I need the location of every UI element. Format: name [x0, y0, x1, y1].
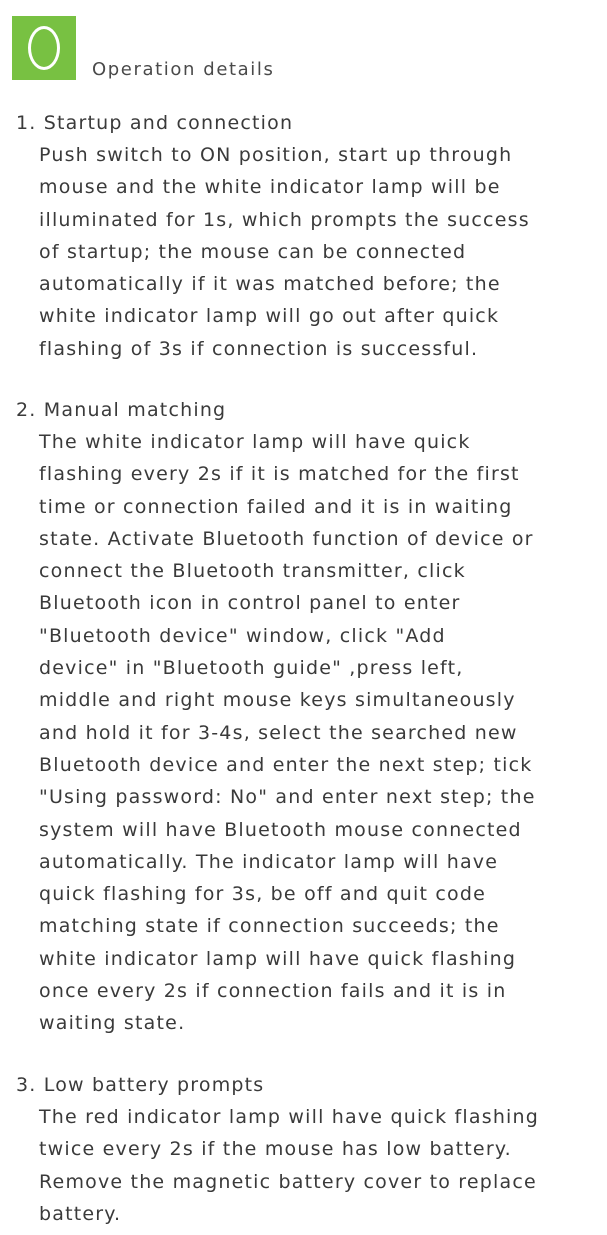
body-line: waiting state.: [39, 1012, 186, 1035]
body-line: Bluetooth device and enter the next step; tick: [39, 753, 533, 776]
section-badge: [12, 16, 76, 80]
section-body: [16, 139, 596, 365]
body-line: of startup; the mouse can be connected: [39, 240, 467, 263]
body-line: The red indicator lamp will have quick flashing: [39, 1106, 540, 1128]
section-heading: 3. Low battery prompts: [16, 1074, 265, 1096]
section-manual-matching: [16, 394, 596, 1040]
body-line: white indicator lamp will go out after quick: [39, 305, 500, 328]
section-heading: 1. Startup and connection: [16, 112, 294, 134]
body-line: mouse and the white indicator lamp will be: [39, 176, 501, 199]
body-line: connect the Bluetooth transmitter, click: [39, 560, 466, 583]
body-line: flashing of 3s if connection is successful.: [39, 337, 479, 360]
body-line: "Using password: No" and enter next step; the: [39, 786, 536, 809]
body-line: quick flashing for 3s, be off and quit code: [39, 883, 486, 906]
page-header: [12, 16, 274, 80]
body-line: device" in "Bluetooth guide" ,press left,: [39, 657, 464, 680]
body-line: Bluetooth icon in control panel to enter: [39, 592, 461, 615]
section-startup-connection: [16, 107, 596, 365]
body-line: automatically. The indicator lamp will have: [39, 850, 499, 873]
section-body: [16, 1101, 596, 1230]
body-line: once every 2s if connection fails and it is in: [39, 980, 507, 1003]
body-line: The white indicator lamp will have quick: [39, 431, 471, 453]
body-line: illuminated for 1s, which prompts the success: [39, 208, 530, 231]
page-title: Operation details: [92, 59, 275, 80]
section-heading: 2. Manual matching: [16, 399, 227, 421]
body-line: battery.: [39, 1202, 122, 1225]
body-line: twice every 2s if the mouse has low battery.: [39, 1138, 512, 1161]
body-line: middle and right mouse keys simultaneously: [39, 689, 516, 712]
section-low-battery: [16, 1069, 596, 1230]
body-line: flashing every 2s if it is matched for the first: [39, 463, 520, 486]
body-line: time or connection failed and it is in waiting: [39, 495, 513, 518]
body-line: matching state if connection succeeds; the: [39, 915, 500, 938]
body-line: Remove the magnetic battery cover to replace: [39, 1170, 537, 1193]
body-line: Push switch to ON position, start up through: [39, 144, 513, 166]
section-body: [16, 426, 596, 1040]
body-line: state. Activate Bluetooth function of device or: [39, 527, 534, 550]
letter-o-icon: [28, 26, 60, 70]
body-line: white indicator lamp will have quick flashing: [39, 947, 517, 970]
body-line: and hold it for 3-4s, select the searched new: [39, 721, 518, 744]
body-line: system will have Bluetooth mouse connected: [39, 818, 522, 841]
body-line: "Bluetooth device" window, click "Add: [39, 624, 446, 647]
body-line: automatically if it was matched before; the: [39, 273, 501, 296]
